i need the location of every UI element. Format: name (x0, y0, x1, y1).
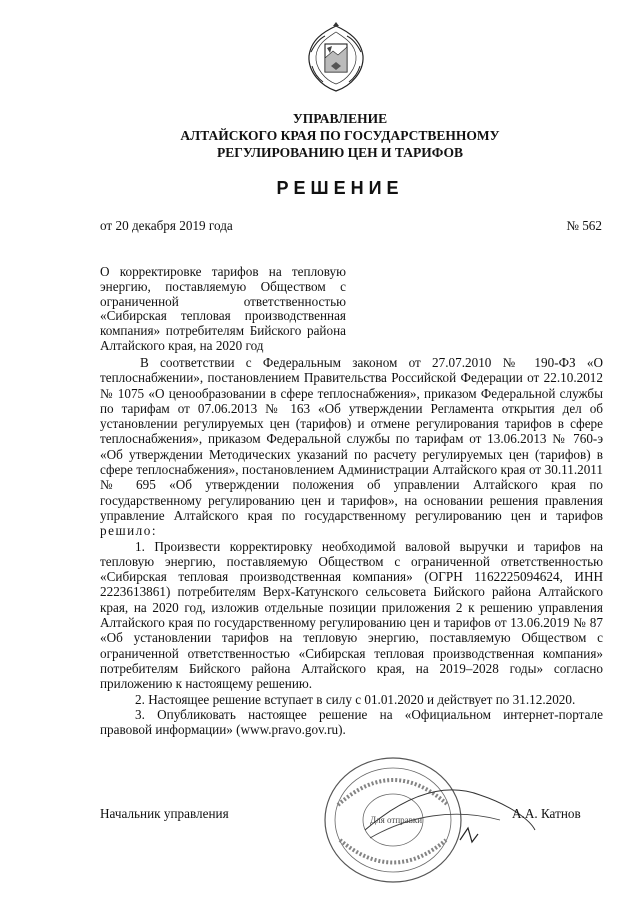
decision-item-2: 2. Настоящее решение вступает в силу с 01.01.2020 и действует по 31.12.2020. (135, 691, 576, 707)
preamble-text: В соответствии с Федеральным законом от 27.07.2010 № 190-ФЗ «О теплоснабжении», постановлением Правительства Российской Федерации от 22.10.2012 № 1075 «О ценообразовании в сфере теплоснабжения», приказом Федеральной службы по тарифам от 07.06.2013 № 163 «Об утверждении Регламента открытия дел об установлении регулируемых цен (тарифов) и отмене регулирования тарифов в сфере теплоснабжения», приказом Федеральной службы по тарифам от 13.06.2013 № 760-э «Об утверждении Методических указаний по расчету регулируемых цен (тарифов) в сфере теплоснабжения», постановлением Администрации Алтайского края от 30.11.2011 № 695 «Об утверждении положения об управлении Алтайского края по государственному регулированию цен и тарифов», на основании решения правления управление Алтайского края по государственному регулированию цен и тарифов (100, 355, 603, 523)
document-body (100, 355, 603, 737)
signatory-position: Начальник управления (100, 806, 229, 821)
document-title: РЕШЕНИЕ (276, 178, 404, 198)
resolved-word: решило: (100, 523, 157, 539)
organization-name (100, 110, 580, 161)
signatory-name: А.А. Катнов (512, 806, 581, 821)
altai-krai-coat-of-arms-icon (303, 22, 369, 94)
decision-item-1: 1. Произвести корректировку необходимой валовой выручки и тарифов на тепловую энергию, поставляемую Обществом с ограниченной ответственностью «Сибирская тепловая производственная компания» (ОГРН 1162225094624, ИНН 2223613861) потребителям Верх-Катунского сельсовета Бийского района Алтайского края, на 2020 год, изложив отдельные позиции приложения 2 к решению управления Алтайского края по государственному регулированию цен и тарифов от 13.06.2019 № 87 «Об установлении тарифов на тепловую энергию, поставляемую Обществом с ограниченной ответственностью «Сибирская тепловая производственная компания» потребителям Бийского района Алтайского края, на 2019–2028 годы» согласно приложению к настоящему решению. (100, 538, 603, 692)
org-line: РЕГУЛИРОВАНИЮ ЦЕН И ТАРИФОВ (216, 145, 464, 160)
stamp-text: Для отправки (370, 815, 423, 825)
org-line: УПРАВЛЕНИЕ (292, 111, 388, 126)
document-subject: О корректировке тарифов на тепловую энергию, поставляемую Обществом с ограниченной ответственностью «Сибирская тепловая производственная компания» потребителям Бийского района Алтайского края, на 2020 год (100, 264, 346, 353)
preamble-paragraph (100, 355, 603, 539)
org-line: АЛТАЙСКОГО КРАЯ ПО ГОСУДАРСТВЕННОМУ (180, 128, 500, 143)
decision-item-3: 3. Опубликовать настоящее решение на «Официальном интернет-портале правовой информации» (www.pravo.gov.ru). (100, 706, 603, 738)
document-number: № 562 (566, 218, 602, 233)
document-date: от 20 декабря 2019 года (100, 218, 233, 233)
